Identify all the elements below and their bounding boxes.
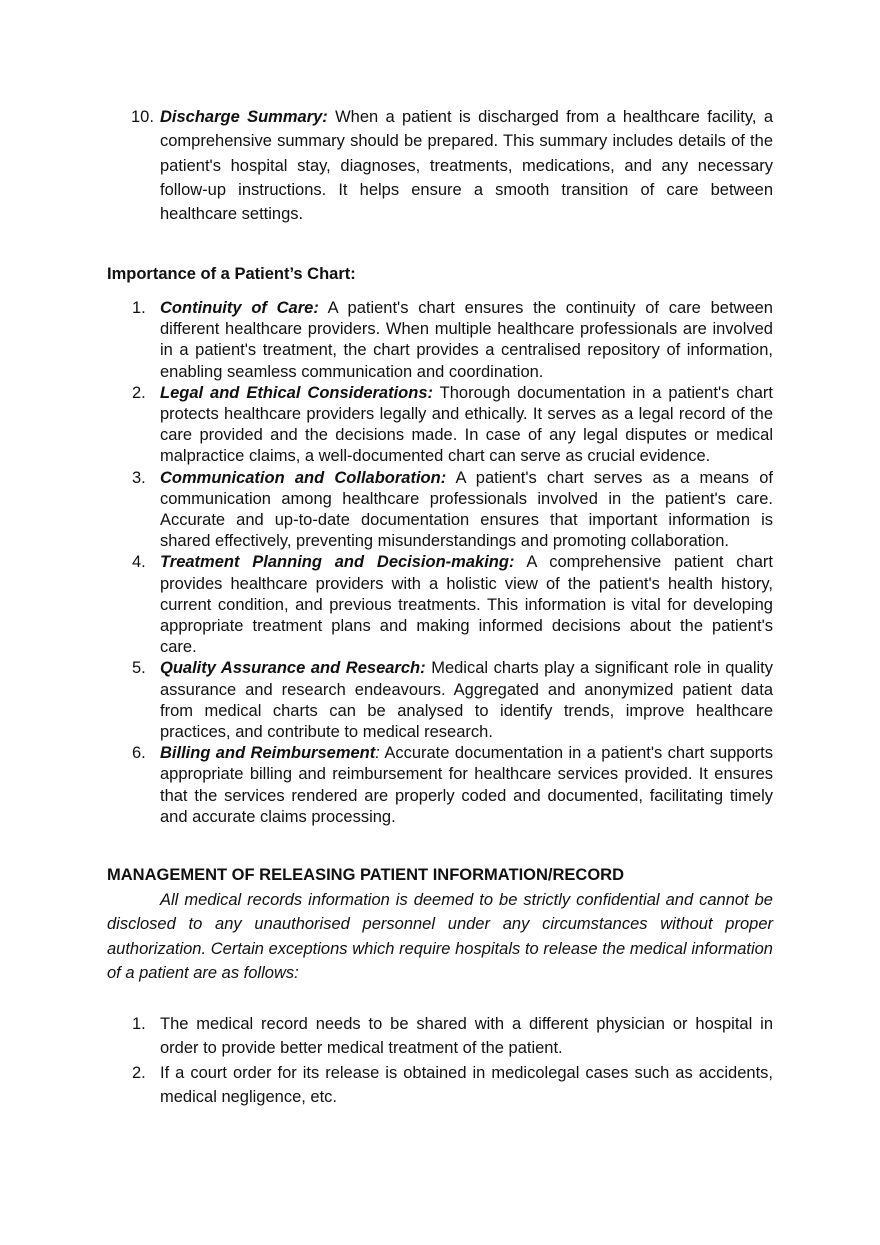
list-item-text: Medical charts play a significant role in quality assurance and research endeavours. Aggregated and anonymized patient data from medical charts can be analysed to identify trends, improve healthcare practices, and contribute to medical research. (160, 659, 773, 742)
management-paragraph: All medical records information is deemed to be strictly confidential and cannot be disclosed to any unauthorised personnel under any circumstances without proper authorization. Certain exceptions which require hospitals to release the medical information of a patient are as follows: (107, 891, 773, 982)
list-item-title: Quality Assurance and Research: (160, 659, 426, 678)
list-item-text: If a court order for its release is obtained in medicolegal cases such as accidents, medical negligence, etc. (160, 1063, 773, 1106)
importance-section (107, 298, 773, 828)
list-item-title: Continuity of Care: (160, 299, 319, 317)
management-section-heading-wrap (107, 866, 773, 885)
management-heading: MANAGEMENT OF RELEASING PATIENT INFORMATION/RECORD (107, 866, 624, 884)
list-item-title: Discharge Summary: (160, 108, 328, 126)
list-item-number: 2. (132, 1063, 146, 1082)
importance-section-heading-wrap (107, 265, 773, 284)
list-item-number: 1. (132, 299, 146, 317)
list-item (107, 743, 773, 828)
discharge-list (107, 105, 773, 226)
exceptions-list (107, 1012, 773, 1109)
list-item (107, 1061, 773, 1110)
list-item-number: 6. (132, 744, 146, 763)
management-paragraph-wrap (107, 888, 773, 985)
list-item-title: Legal and Ethical Considerations: (160, 383, 434, 402)
list-item (107, 1012, 773, 1061)
exceptions-section (107, 1012, 773, 1109)
list-item-text: A comprehensive patient chart provides healthcare providers with a holistic view of the patient's health history, current condition, and previous treatments. This information is vital for developing appropriate treatment plans and making informed decisions about the patient's care. (160, 553, 773, 657)
list-item-title: Communication and Collaboration: (160, 468, 447, 487)
list-item-number: 10. (131, 108, 154, 126)
list-item-title-tail: : (375, 744, 380, 763)
list-item-text: Thorough documentation in a patient's chart protects healthcare providers legally and ethically. It serves as a legal record of the care provided and the decisions made. In case of any legal disputes or medical malpractice claims, a well-documented chart can serve as crucial evidence. (160, 383, 773, 466)
list-item-number: 1. (132, 1015, 146, 1033)
list-item (107, 552, 773, 658)
list-item-title: Billing and Reimbursement (160, 744, 376, 763)
list-item-text: When a patient is discharged from a healthcare facility, a comprehensive summary should be prepared. This summary includes details of the patient's hospital stay, diagnoses, treatments, medications, and any necessary follow-up instructions. It helps ensure a smooth transition of care between healthcare settings. (160, 108, 773, 224)
discharge-summary-section (107, 105, 773, 226)
list-item-number: 3. (132, 468, 146, 487)
list-item (107, 658, 773, 743)
list-item-text: Accurate documentation in a patient's chart supports appropriate billing and reimbursement for healthcare services provided. It ensures that the services rendered are properly coded and documented, facilitating timely and accurate claims processing. (160, 744, 773, 826)
list-item (107, 105, 773, 226)
list-item-text: The medical record needs to be shared with a different physician or hospital in order to provide better medical treatment of the patient. (160, 1015, 773, 1058)
list-item-text: A patient's chart ensures the continuity of care between different healthcare providers. When multiple healthcare professionals are involved in a patient's treatment, the chart provides a centralised repository of information, enabling seamless communication and coordination. (160, 299, 773, 381)
list-item-number: 4. (132, 553, 146, 572)
list-item (107, 468, 773, 553)
list-item-number: 2. (132, 383, 146, 402)
list-item-title: Treatment Planning and Decision-making: (160, 553, 515, 572)
list-item-text: A patient's chart serves as a means of communication among healthcare professionals involved in the patient's care. Accurate and up-to-date documentation ensures that important information is shared effectively, preventing misunderstandings and promoting collaboration. (160, 468, 774, 551)
list-item-number: 5. (132, 659, 146, 678)
importance-heading: Importance of a Patient’s Chart: (107, 265, 356, 283)
list-item (107, 383, 773, 468)
list-item (107, 298, 773, 383)
importance-list (107, 298, 773, 828)
